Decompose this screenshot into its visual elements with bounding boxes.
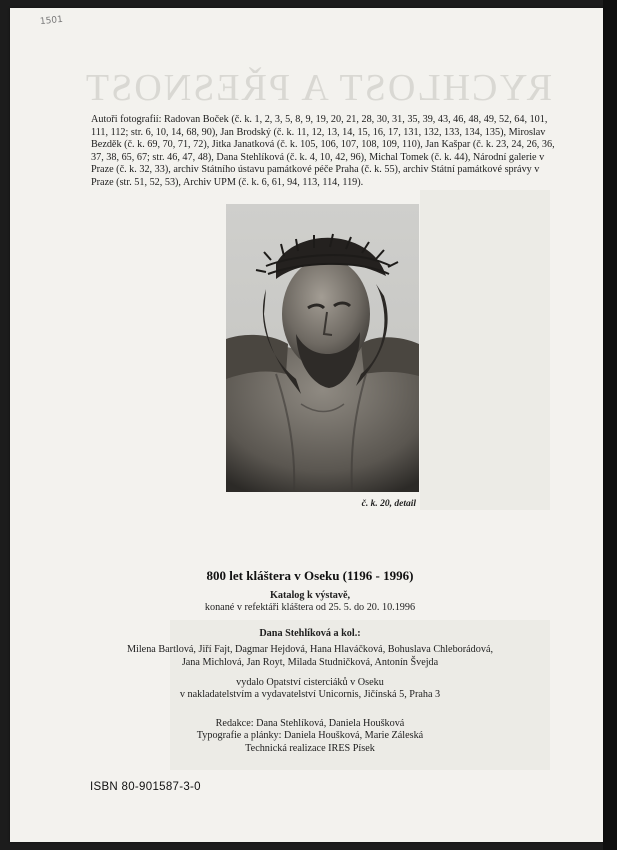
contributors-line: Milena Bartlová, Jiří Fajt, Dagmar Hejdová, Hana Hlaváčková, Bohuslava Chleborádová, (126, 644, 494, 656)
typography-line: Typografie a plánky: Daniela Houšková, Marie Záleská (196, 730, 424, 742)
editors-line: Redakce: Dana Stehlíková, Daniela Houšková (215, 718, 405, 729)
show-through-area (420, 190, 550, 510)
scan-edge (603, 0, 617, 850)
photo-caption: č. k. 20, detail (361, 499, 416, 509)
lead-author: Dana Stehlíková a kol.: (259, 628, 361, 639)
show-through-title: RYCHLOST A PŘESNOST (83, 67, 553, 109)
isbn: ISBN 80-901587-3-0 (90, 781, 201, 793)
book-title: 800 let kláštera v Oseku (1196 - 1996) (206, 568, 414, 583)
technical-line: Technická realizace IRES Písek (245, 742, 375, 754)
publisher-line: vydalo Opatství cisterciáků v Oseku (236, 677, 384, 688)
catalog-line: Katalog k výstavě, (269, 590, 351, 601)
photo-credits: Autoři fotografií: Radovan Boček (č. k. 1, 2, 3, 5, 8, 9, 19, 20, 21, 28, 30, 31, 35, 39, 43, 46, 48, 49, 52, 64, 101, 111, 112; str. 6, 10, 14, 68, 90), Jan Brodský (č. k. 11, 12, 13, 14, 15, 16, 17, 131, 132, 133, 134, 135), Miroslav Bezděk (č. k. 69, 70, 71, 72), Jitka Janatková (č. k. 105, 106, 107, 108, 109, 110), Jan Kašpar (č. k. 23, 24, 26, 36, 37, 38, 65, 67; str. 46, 47, 48), Dana Stehlíková (č. k. 4, 10, 42, 96), Michal Tomek (č. k. 44), Národní galerie v Praze (č. k. 32, 33), archiv Státního ústavu památkové péče Praha (č. k. 55), archiv Státní památkové správy v Praze (str. 51, 52, 53), Archiv UPM (č. k. 6, 61, 94, 113, 114, 119). (91, 114, 555, 188)
publisher-block (80, 677, 540, 702)
pencil-note: 1501 (39, 14, 64, 28)
catalog-info (80, 590, 540, 615)
editorial-block (80, 718, 540, 755)
catalog-dates: konané v refektáři kláštera od 25. 5. do 20. 10.1996 (204, 602, 416, 614)
authors-block (80, 628, 540, 669)
contributors-line: Jana Michlová, Jan Royt, Milada Studničková, Antonín Švejda (181, 656, 439, 668)
crucifix-photo (226, 204, 419, 492)
publisher-address: v nakladatelstvím a vydavatelství Unicornis, Jičínská 5, Praha 3 (179, 689, 441, 701)
